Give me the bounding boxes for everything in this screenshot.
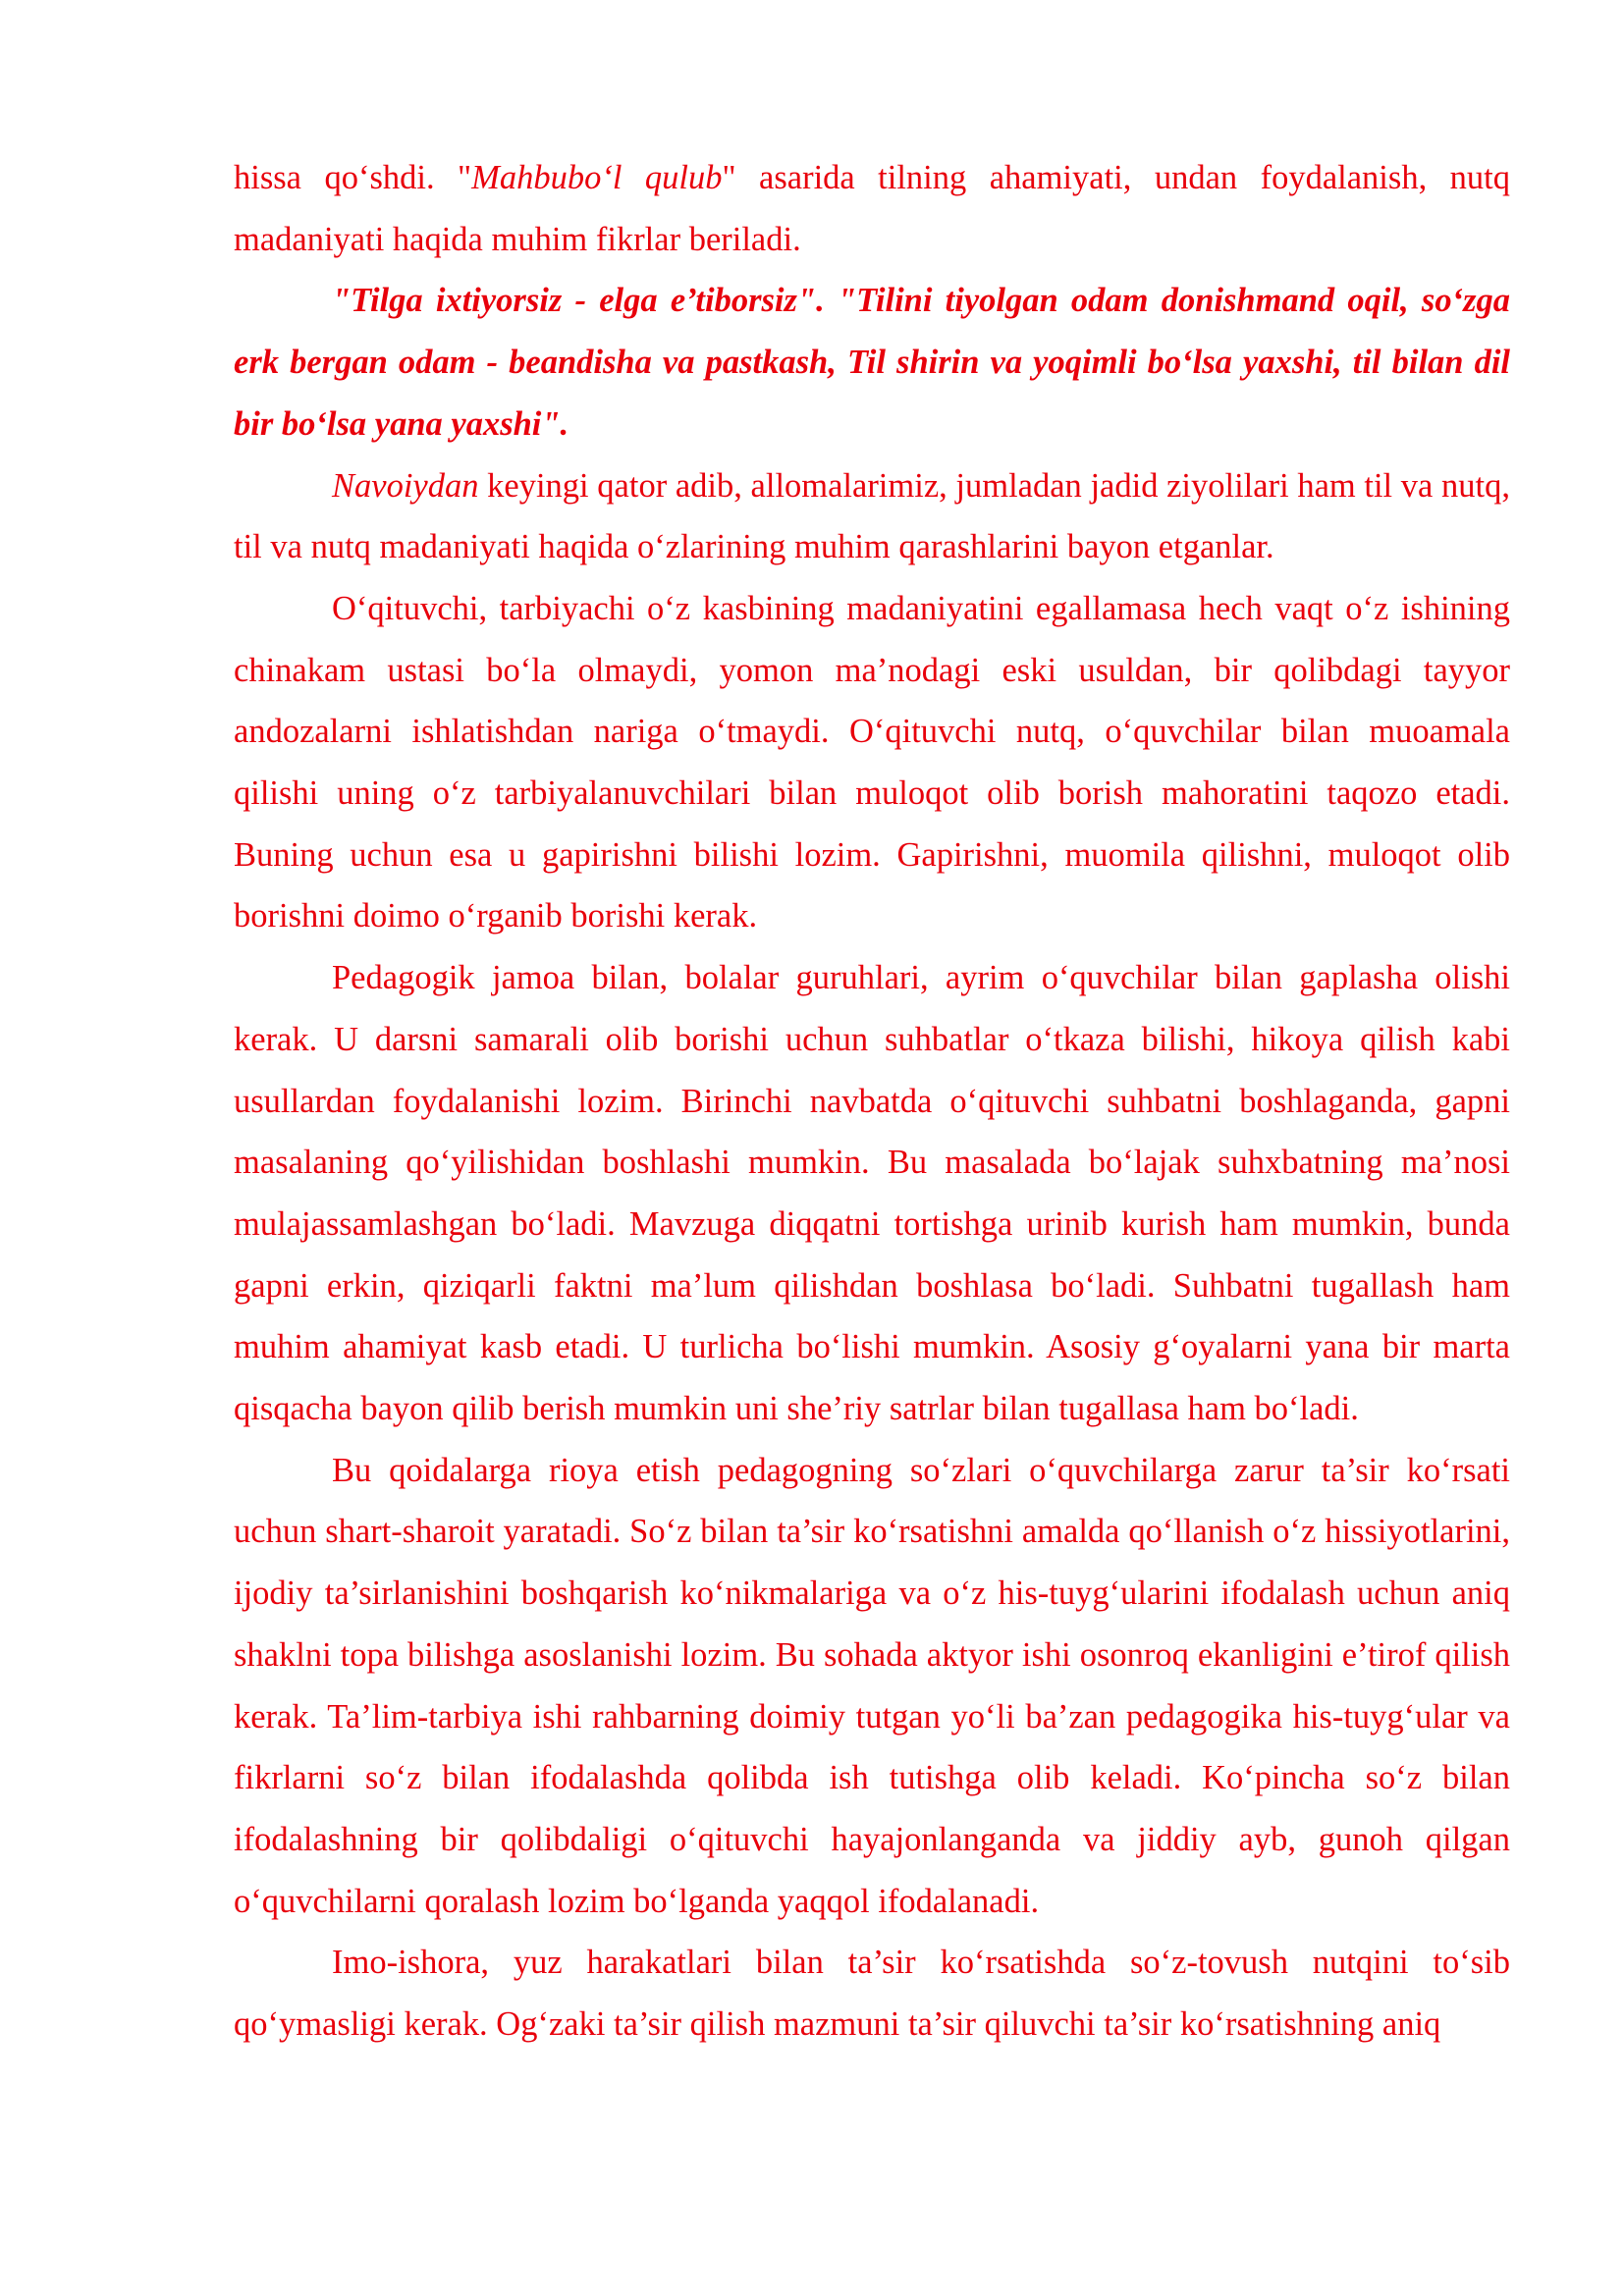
paragraph-3-text: keyingi qator adib, allomalarimiz, jumladan jadid ziyolilari ham til va nutq, til va nutq madaniyati haqida o‘zlarining muhim qarashlarini bayon etganlar. — [234, 466, 1510, 566]
author-name-navoiy: Navoiydan — [332, 466, 479, 505]
work-title-mahbubul-qulub: Mahbubo‘l qulub — [471, 159, 723, 196]
paragraph-1 — [234, 147, 1510, 270]
paragraph-5: Pedagogik jamoa bilan, bolalar guruhlari, ayrim o‘quvchilar bilan gaplasha olishi kerak. U darsni samarali olib borishi uchun suhbatlar o‘tkaza bilishi, hikoya qilish kabi usullardan foydalanishi lozim. Birinchi navbatda o‘qituvchi suhbatni boshlaganda, gapni masalaning qo‘yilishidan boshlashi mumkin. Bu masalada bo‘lajak suhxbatning ma’nosi mulajassamlashgan bo‘ladi. Mavzuga diqqatni tortishga urinib kurish ham mumkin, bunda gapni erkin, qiziqarli faktni ma’lum qilishdan boshlasa bo‘ladi. Suhbatni tugallash ham muhim ahamiyat kasb etadi. U turlicha bo‘lishi mumkin. Asosiy g‘oyalarni yana bir marta qisqacha bayon qilib berish mumkin uni she’riy satrlar bilan tugallasa ham bo‘ladi. — [234, 959, 1510, 1428]
paragraph-7: Imo-ishora, yuz harakatlari bilan ta’sir ko‘rsatishda so‘z-tovush nutqini to‘sib qo‘ymasligi kerak. Og‘zaki ta’sir qilish mazmuni ta’sir qiluvchi ta’sir ko‘rsatishning aniq — [234, 1944, 1510, 2044]
paragraph-1-text-start: hissa qo‘shdi. " — [234, 159, 472, 196]
paragraph-4: O‘qituvchi, tarbiyachi o‘z kasbining madaniyatini egallamasa hech vaqt o‘z ishining chinakam ustasi bo‘la olmaydi, yomon ma’nodagi eski usuldan, bir qolibdagi tayyor andozalarni ishlatishdan nariga o‘tmaydi. O‘qituvchi nutq, o‘quvchilar bilan muoamala qilishi uning o‘z tarbiyalanuvchilari bilan muloqot olib borish mahoratini taqozo etadi. Buning uchun esa u gapirishni bilishi lozim. Gapirishni, muomila qilishni, muloqot olib borishni doimo o‘rganib borishi kerak. — [234, 589, 1510, 935]
quote-paragraph: "Tilga ixtiyorsiz - elga e’tiborsiz". "Tilini tiyolgan odam donishmand oqil, so‘zga erk bergan odam - beandisha va pastkash, Til shirin va yoqimli bo‘lsa yaxshi, til bilan dil bir bo‘lsa yana yaxshi". — [234, 282, 1510, 443]
paragraph-1-text-end: " asarida tilning ahamiyati, undan foydalanish, nutq madaniyati haqida muhim fikrlar beriladi. — [234, 159, 1510, 258]
paragraph-6: Bu qoidalarga rioya etish pedagogning so‘zlari o‘quvchilarga zarur ta’sir ko‘rsati uchun shart-sharoit yaratadi. So‘z bilan ta’sir ko‘rsatishni amalda qo‘llanish o‘z hissiyotlarini, ijodiy ta’sirlanishini boshqarish ko‘nikmalariga va o‘z his-tuyg‘ularini ifodalash uchun aniq shaklni topa bilishga asoslanishi lozim. Bu sohada aktyor ishi osonroq ekanligini e’tirof qilish kerak. Ta’lim-tarbiya ishi rahbarning doimiy tutgan yo‘li ba’zan pedagogika his-tuyg‘ular va fikrlarni so‘z bilan ifodalashda qolibda ish tutishga olib keladi. Ko‘pincha so‘z bilan ifodalashning bir qolibdaligi o‘qituvchi hayajonlanganda va jiddiy ayb, gunoh qilgan o‘quvchilarni qoralash lozim bo‘lganda yaqqol ifodalanadi. — [234, 1451, 1510, 1920]
document-page — [234, 147, 1510, 2056]
paragraph-3 — [234, 455, 1510, 578]
